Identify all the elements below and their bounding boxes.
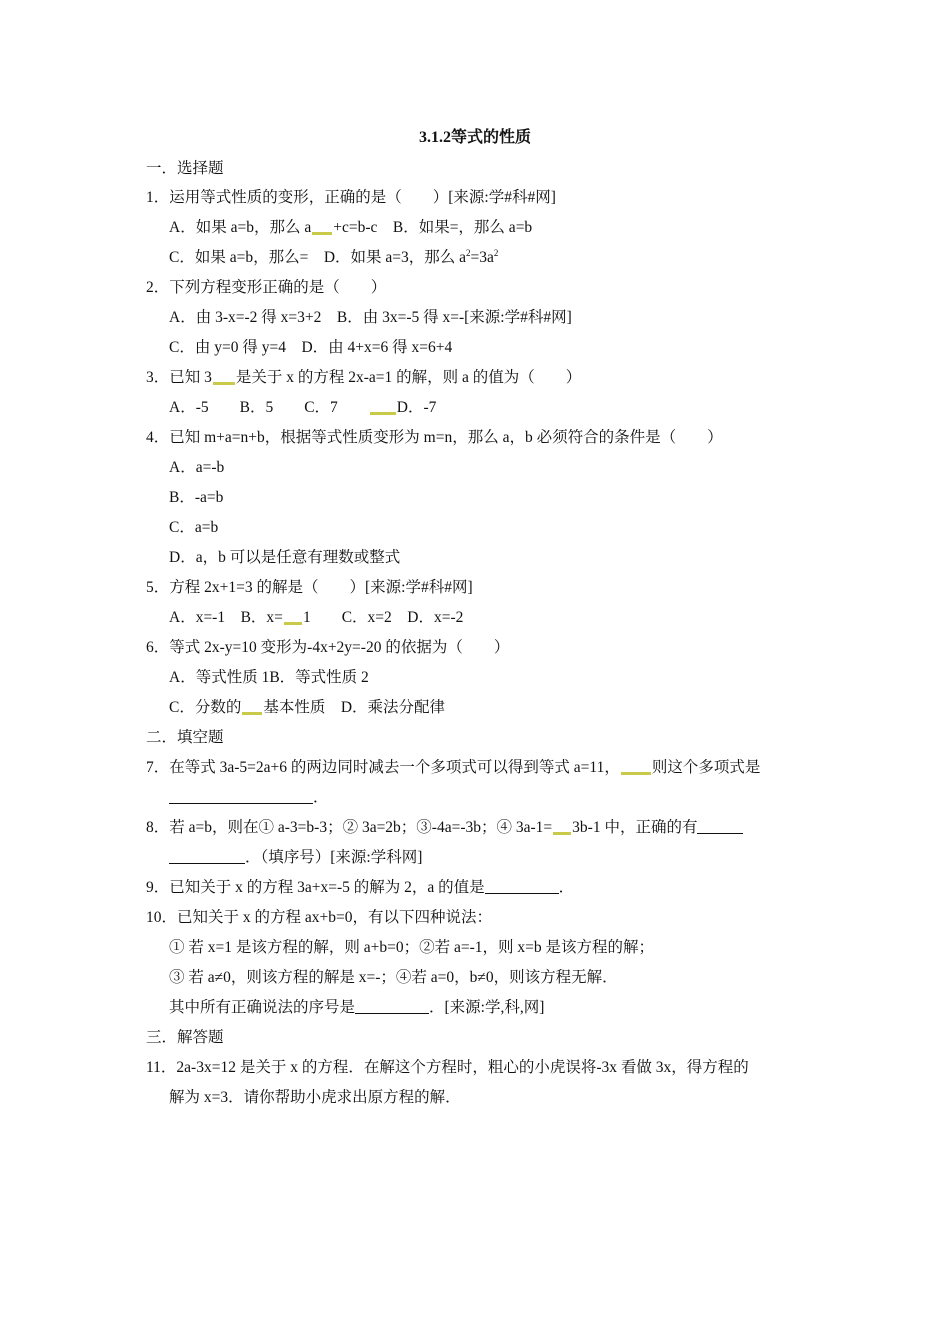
question-6-stem: 6．等式 2x-y=10 变形为-4x+2y=-20 的依据为（ ） [146,639,510,656]
question-5-options [169,606,463,630]
question-8-stem [146,816,743,840]
section-heading-fill: 二．填空题 [146,729,224,746]
highlight-mark [213,382,235,385]
q8-stem-pre: 8．若 a=b，则在① a-3=b-3；② 3a=2b；③-4a=-3b；④ 3a-1= [146,819,553,836]
q8-stem-post: 3b-1 中，正确的有 [572,819,698,836]
q10-l3-pre: 其中所有正确说法的序号是 [169,999,356,1016]
q5-opts-post: 1 C．x=2 D．x=-2 [302,609,464,626]
question-9-stem [146,876,574,900]
answer-blank[interactable] [697,819,743,834]
q3-opts-pre: A．-5 B．5 C．7 [169,399,369,416]
q9-stem-pre: 9．已知关于 x 的方程 3a+x=-5 的解为 2，a 的值是 [146,879,485,896]
question-10-answer-line [169,996,544,1020]
highlight-mark [284,622,302,625]
question-2-options-ab: A．由 3-x=-2 得 x=3+2 B．由 3x=-5 得 x=-[来源:学#科#网] [169,309,572,326]
answer-blank[interactable] [485,879,559,894]
question-4-option-d: D．a，b 可以是任意有理数或整式 [169,549,401,566]
q7-stem-pre: 7．在等式 3a-5=2a+6 的两边同时减去一个多项式可以得到等式 a=11， [146,759,620,776]
q9-stem-post: ． [558,879,575,896]
question-7-answer-line [169,786,329,810]
question-3-options [169,396,436,420]
highlight-mark [553,832,571,835]
answer-blank[interactable] [355,999,429,1014]
q1-c-mid: =3a [470,249,494,266]
question-11-line-2: 解为 x=3．请你帮助小虎求出原方程的解． [169,1089,461,1106]
q1-a-post: +c=b-c B．如果=，那么 a=b [333,219,533,236]
question-10-stem: 10．已知关于 x 的方程 ax+b=0，有以下四种说法： [146,909,492,926]
question-11-line-1: 11．2a-3x=12 是关于 x 的方程．在解这个方程时，粗心的小虎误将-3x 看做 3x，得方程的 [146,1059,749,1076]
question-10-statement-1-2: ① 若 x=1 是该方程的解，则 a+b=0；②若 a=-1，则 x=b 是该方程的解； [169,939,655,956]
superscript: 2 [466,248,471,258]
question-2-options-cd: C．由 y=0 得 y=4 D．由 4+x=6 得 x=6+4 [169,339,453,356]
question-6-options-cd [169,696,445,720]
q6-cd-pre: C．分数的 [169,699,242,716]
q7-stem-post: 则这个多项式是 [651,759,761,776]
highlight-mark [621,772,651,775]
q8-line2-post: ．（填序号）[来源:学科网] [245,849,423,866]
answer-blank[interactable] [169,789,313,804]
question-1-stem: 1．运用等式性质的变形，正确的是（ ）[来源:学#科#网] [146,189,556,206]
q3-opts-post: D．-7 [396,399,437,416]
question-4-option-c: C．a=b [169,519,219,536]
q7-end: ． [313,789,329,806]
answer-blank[interactable] [169,849,245,864]
q3-stem-pre: 3．已知 3 [146,369,212,386]
highlight-mark [312,232,332,235]
page-title: 3.1.2等式的性质 [418,129,531,146]
question-1-options-ab [169,216,532,240]
q10-l3-post: ．[来源:学,科,网] [429,999,545,1016]
question-3-stem [146,366,581,390]
q3-stem-post: 是关于 x 的方程 2x-a=1 的解，则 a 的值为（ ） [235,369,582,386]
highlight-mark [370,412,396,415]
question-4-option-b: B．-a=b [169,489,224,506]
section-heading-solve: 三．解答题 [146,1029,224,1046]
question-6-options-ab: A．等式性质 1B．等式性质 2 [169,669,369,686]
question-5-stem: 5．方程 2x+1=3 的解是（ ）[来源:学#科#网] [146,579,473,596]
q5-opts-pre: A．x=-1 B．x= [169,609,283,626]
section-heading-choice: 一．选择题 [146,160,224,177]
superscript: 2 [493,248,499,258]
question-1-options-cd [169,246,498,270]
question-2-stem: 2．下列方程变形正确的是（ ） [146,279,387,296]
q1-c-pre: C．如果 a=b，那么= D．如果 a=3，那么 a [169,249,467,266]
question-10-statement-3-4: ③ 若 a≠0，则该方程的解是 x=-；④若 a=0，b≠0，则该方程无解． [169,969,618,986]
highlight-mark [242,712,262,715]
q1-a-pre: A．如果 a=b，那么 a [169,219,312,236]
question-4-stem: 4．已知 m+a=n+b，根据等式性质变形为 m=n，那么 a，b 必须符合的条件是（ ） [146,429,723,446]
question-4-option-a: A．a=-b [169,459,225,476]
question-7-stem [146,756,760,780]
question-8-answer-line [169,846,422,870]
q6-cd-post: 基本性质 D．乘法分配律 [263,699,446,716]
